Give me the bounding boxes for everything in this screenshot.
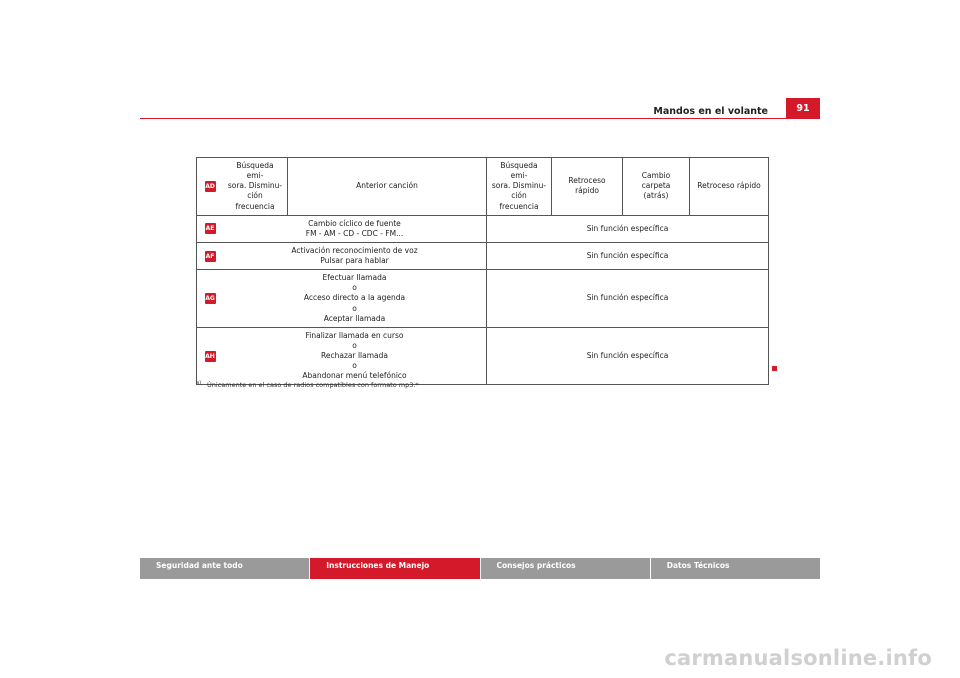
cell-line: Búsqueda emi- xyxy=(236,161,274,181)
table-cell xyxy=(223,215,487,242)
footer-tab-seguridad[interactable]: Seguridad ante todo xyxy=(140,558,309,579)
table-cell: Sin función específica xyxy=(487,270,769,328)
cell-line: Rechazar llamada xyxy=(321,351,388,360)
cell-line: Efectuar llamada xyxy=(322,273,387,283)
table-row xyxy=(197,215,769,242)
footer-tab-instrucciones[interactable]: Instrucciones de Manejo xyxy=(310,558,479,579)
cell-line: Aceptar llamada xyxy=(323,313,386,323)
footnote xyxy=(196,380,419,389)
table-row xyxy=(197,270,769,328)
row-label xyxy=(197,215,224,242)
cell-line: Cambio cíclico de fuente xyxy=(308,218,401,228)
row-badge: AD xyxy=(205,182,215,190)
cell-line: Anterior canción xyxy=(356,181,418,191)
function-table xyxy=(196,157,769,385)
cell-line: frecuencia xyxy=(235,201,275,211)
cell-line: Activación reconocimiento de voz xyxy=(291,245,418,255)
table-cell xyxy=(223,327,487,385)
table-cell: Sin función específica xyxy=(487,242,769,269)
footnote-text: Únicamente en el caso de radios compatibles con formato mp3.* xyxy=(207,381,419,390)
page-title: Mandos en el volante xyxy=(653,106,768,117)
cell-line: Pulsar para hablar xyxy=(320,256,389,265)
section-end-marker xyxy=(772,366,777,371)
cell-line: FM - AM - CD - CDC - FM... xyxy=(305,228,404,238)
cell-line: frecuencia xyxy=(499,201,539,211)
footnote-marker: a) xyxy=(196,380,202,386)
cell-line: Retroceso rápido xyxy=(568,176,606,196)
cell-line: o xyxy=(352,283,357,293)
cell-line: (atrás) xyxy=(643,191,669,201)
footer-tab-consejos[interactable]: Consejos prácticos xyxy=(481,558,650,579)
table-cell xyxy=(223,158,288,216)
table-row xyxy=(197,327,769,385)
row-label xyxy=(197,270,224,328)
page-number: 91 xyxy=(786,98,820,118)
table-cell: Sin función específica xyxy=(487,327,769,385)
cell-line: Retroceso rápido xyxy=(697,181,761,191)
row-badge: AG xyxy=(205,294,215,302)
table-cell xyxy=(552,158,623,216)
footer-tab-datos[interactable]: Datos Técnicos xyxy=(651,558,820,579)
cell-line: ción xyxy=(511,191,527,201)
table-cell xyxy=(223,270,487,328)
cell-line: Finalizar llamada en curso xyxy=(305,330,404,340)
table-cell xyxy=(487,158,552,216)
table-row xyxy=(197,158,769,216)
table-cell xyxy=(690,158,769,216)
table-row xyxy=(197,242,769,269)
row-badge: AF xyxy=(205,252,215,260)
cell-line: o xyxy=(352,303,357,313)
table-cell xyxy=(623,158,690,216)
table-cell xyxy=(223,242,487,269)
footer-nav xyxy=(140,558,820,579)
cell-line: ción xyxy=(247,191,263,201)
table-cell: Sin función específica xyxy=(487,215,769,242)
row-label xyxy=(197,327,224,385)
row-label xyxy=(197,158,224,216)
cell-line: o xyxy=(352,361,357,371)
cell-line: o xyxy=(352,340,357,350)
cell-line: Cambio carpeta xyxy=(641,171,671,191)
cell-line: Abandonar menú telefónico xyxy=(302,371,407,381)
cell-line: Búsqueda emi- xyxy=(500,161,538,181)
row-badge: AE xyxy=(205,225,215,233)
cell-line: sora. Disminu- xyxy=(227,181,283,191)
table-cell xyxy=(288,158,487,216)
watermark: carmanualsonline.info xyxy=(664,646,932,670)
header-rule xyxy=(140,118,820,119)
row-label xyxy=(197,242,224,269)
row-badge: AH xyxy=(205,352,215,360)
cell-line: Acceso directo a la agenda xyxy=(303,293,406,303)
cell-line: sora. Disminu- xyxy=(491,181,547,191)
